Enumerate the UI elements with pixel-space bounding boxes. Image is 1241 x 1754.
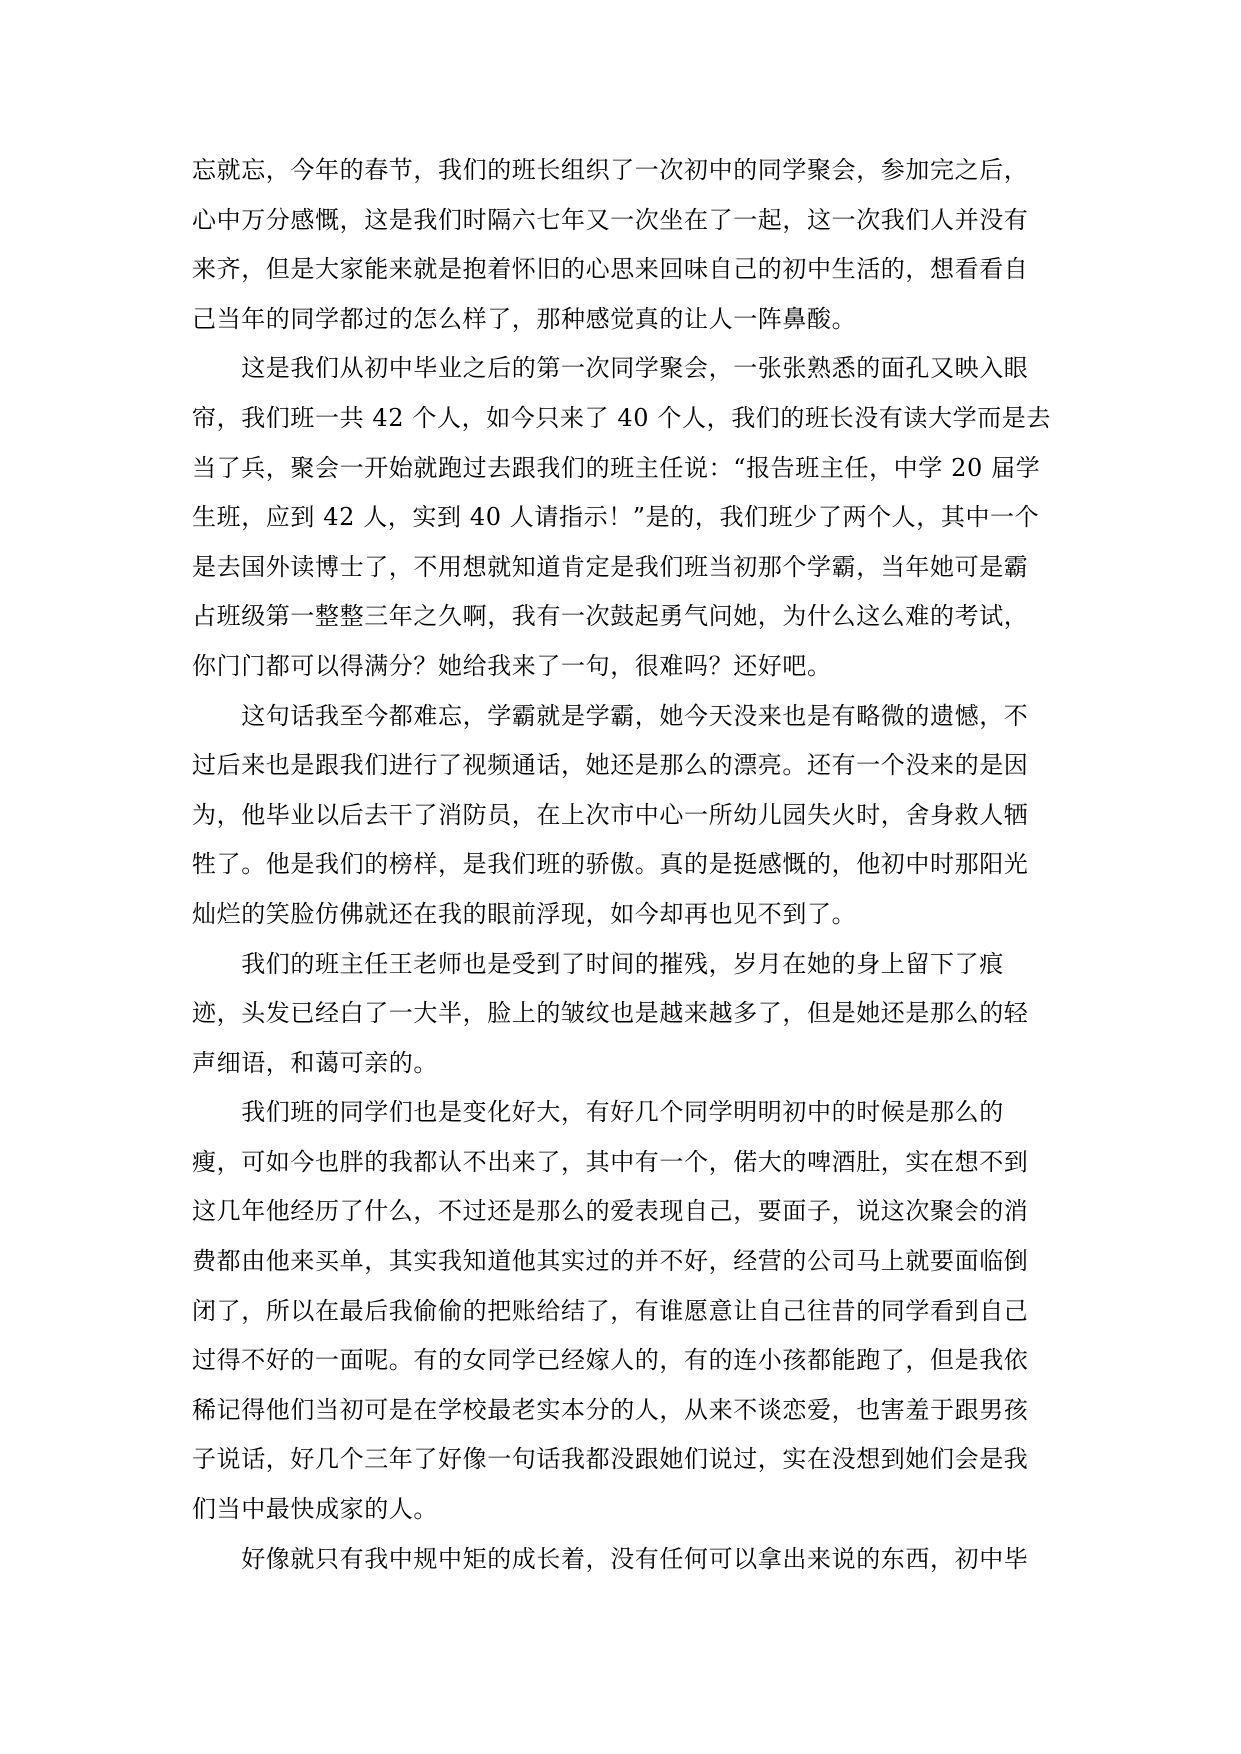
- text-line: 己当年的同学都过的怎么样了，那种感觉真的让人一阵鼻酸。: [192, 304, 857, 333]
- text-line: 是去国外读博士了，不用想就知道肯定是我们班当初那个学霸，当年她可是霸: [192, 552, 1029, 581]
- text-line: 迹，头发已经白了一大半，脸上的皱纹也是越来越多了，但是她还是那么的轻: [192, 999, 1029, 1028]
- text-line: 为，他毕业以后去干了消防员，在上次市中心一所幼儿园失火时，舍身救人牺: [192, 800, 1029, 829]
- text-line: 生班，应到 42 人，实到 40 人请指示！”是的，我们班少了两个人，其中一个: [192, 503, 1040, 532]
- text-line: 过后来也是跟我们进行了视频通话，她还是那么的漂亮。还有一个没来的是因: [192, 751, 1029, 780]
- text-line: 这几年他经历了什么，不过还是那么的爱表现自己，要面子，说这次聚会的消: [192, 1197, 1029, 1226]
- text-line: 费都由他来买单，其实我知道他其实过的并不好，经营的公司马上就要面临倒: [192, 1247, 1029, 1276]
- text-line: 牲了。他是我们的榜样，是我们班的骄傲。真的是挺感慨的，他初中时那阳光: [192, 850, 1029, 879]
- text-line: 这是我们从初中毕业之后的第一次同学聚会，一张张熟悉的面孔又映入眼: [192, 354, 1029, 383]
- text-line: 帘，我们班一共 42 个人，如今只来了 40 个人，我们的班长没有读大学而是去: [192, 403, 1051, 432]
- text-line: 忘就忘，今年的春节，我们的班长组织了一次初中的同学聚会，参加完之后，: [192, 156, 1029, 184]
- text-line: 稀记得他们当初可是在学校最老实本分的人，从来不谈恋爱，也害羞于跟男孩: [192, 1395, 1029, 1424]
- text-line: 当了兵，聚会一开始就跑过去跟我们的班主任说：“报告班主任，中学 20 届学: [192, 453, 1041, 482]
- text-line: 灿烂的笑脸仿佛就还在我的眼前浮现，如今却再也见不到了。: [192, 899, 857, 928]
- text-line: 们当中最快成家的人。: [192, 1495, 438, 1524]
- text-line: 占班级第一整整三年之久啊，我有一次鼓起勇气问她，为什么这么难的考试，: [192, 602, 1029, 631]
- text-line: 心中万分感慨，这是我们时隔六七年又一次坐在了一起，这一次我们人并没有: [192, 205, 1029, 234]
- text-line: 我们班的同学们也是变化好大，有好几个同学明明初中的时候是那么的: [192, 1098, 1004, 1127]
- text-line: 声细语，和蔼可亲的。: [192, 1048, 438, 1077]
- text-line: 好像就只有我中规中矩的成长着，没有任何可以拿出来说的东西，初中毕: [192, 1544, 1029, 1573]
- text-line: 闭了，所以在最后我偷偷的把账给结了，有谁愿意让自己往昔的同学看到自己: [192, 1296, 1029, 1325]
- text-line: 我们的班主任王老师也是受到了时间的摧残，岁月在她的身上留下了痕: [192, 949, 1004, 978]
- text-line: 你门门都可以得满分？她给我来了一句，很难吗？还好吧。: [192, 651, 832, 680]
- text-line: 瘦，可如今也胖的我都认不出来了，其中有一个，偌大的啤酒肚，实在想不到: [192, 1147, 1029, 1176]
- document-body: [192, 146, 1050, 1584]
- text-line: 过得不好的一面呢。有的女同学已经嫁人的，有的连小孩都能跑了，但是我依: [192, 1346, 1029, 1375]
- text-line: 子说话，好几个三年了好像一句话我都没跟她们说过，实在没想到她们会是我: [192, 1445, 1029, 1474]
- text-line: 这句话我至今都难忘，学霸就是学霸，她今天没来也是有略微的遗憾，不: [192, 701, 1029, 730]
- text-line: 来齐，但是大家能来就是抱着怀旧的心思来回味自己的初中生活的，想看看自: [192, 255, 1029, 284]
